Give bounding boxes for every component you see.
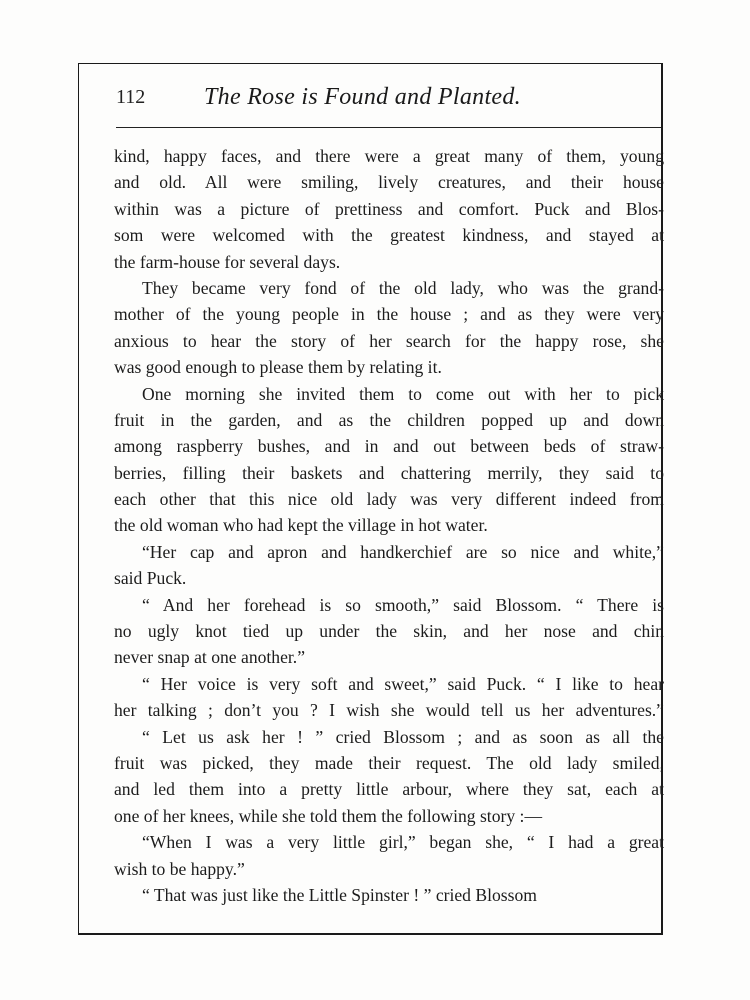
text-line: and old. All were smiling, lively creatures, and their house	[114, 172, 664, 193]
text-line: her talking ; don’t you ? I wish she would tell us her adventures.”	[114, 700, 664, 721]
text-line: “ That was just like the Little Spinster ! ” cried Blossom	[142, 884, 537, 905]
running-title: The Rose is Found and Planted.	[204, 84, 521, 110]
text-line: was good enough to please them by relating it.	[114, 357, 442, 378]
text-line: said Puck.	[114, 568, 187, 589]
text-line: som were welcomed with the greatest kindness, and stayed at	[114, 225, 664, 246]
text-line: berries, filling their baskets and chattering merrily, they said to	[114, 462, 664, 483]
text-line: fruit in the garden, and as the children popped up and down	[114, 409, 664, 430]
text-line: mother of the young people in the house ; and as they were very	[114, 304, 664, 325]
text-line: “Her cap and apron and handkerchief are so nice and white,”	[142, 541, 664, 562]
header-rule	[116, 127, 661, 128]
text-line: “ Let us ask her ! ” cried Blossom ; and as soon as all the	[142, 726, 664, 747]
page-number: 112	[116, 86, 146, 108]
text-line: no ugly knot tied up under the skin, and her nose and chin	[114, 621, 664, 642]
running-header	[116, 84, 661, 116]
text-line: one of her knees, while she told them the following story :—	[114, 805, 543, 826]
text-line: They became very fond of the old lady, who was the grand-	[142, 277, 664, 298]
text-line: “ And her forehead is so smooth,” said Blossom. “ There is	[142, 594, 664, 615]
text-line: “When I was a very little girl,” began she, “ I had a great	[142, 832, 664, 853]
text-line: each other that this nice old lady was very different indeed from	[114, 489, 664, 510]
text-line: “ Her voice is very soft and sweet,” said Puck. “ I like to hear	[142, 673, 664, 694]
text-line: One morning she invited them to come out with her to pick	[142, 383, 664, 404]
text-line: within was a picture of prettiness and comfort. Puck and Blos-	[114, 198, 664, 219]
text-line: never snap at one another.”	[114, 647, 306, 668]
text-line: wish to be happy.”	[114, 858, 245, 879]
text-line: kind, happy faces, and there were a great many of them, young	[114, 146, 664, 166]
text-line: the farm-house for several days.	[114, 251, 341, 272]
text-line: anxious to hear the story of her search for the happy rose, she	[114, 330, 664, 351]
text-line: fruit was picked, they made their request. The old lady smiled,	[114, 752, 664, 773]
body-text	[114, 143, 664, 908]
text-line: and led them into a pretty little arbour, where they sat, each at	[114, 779, 664, 800]
text-line: among raspberry bushes, and in and out between beds of straw-	[114, 436, 664, 457]
text-line: the old woman who had kept the village in hot water.	[114, 515, 488, 536]
